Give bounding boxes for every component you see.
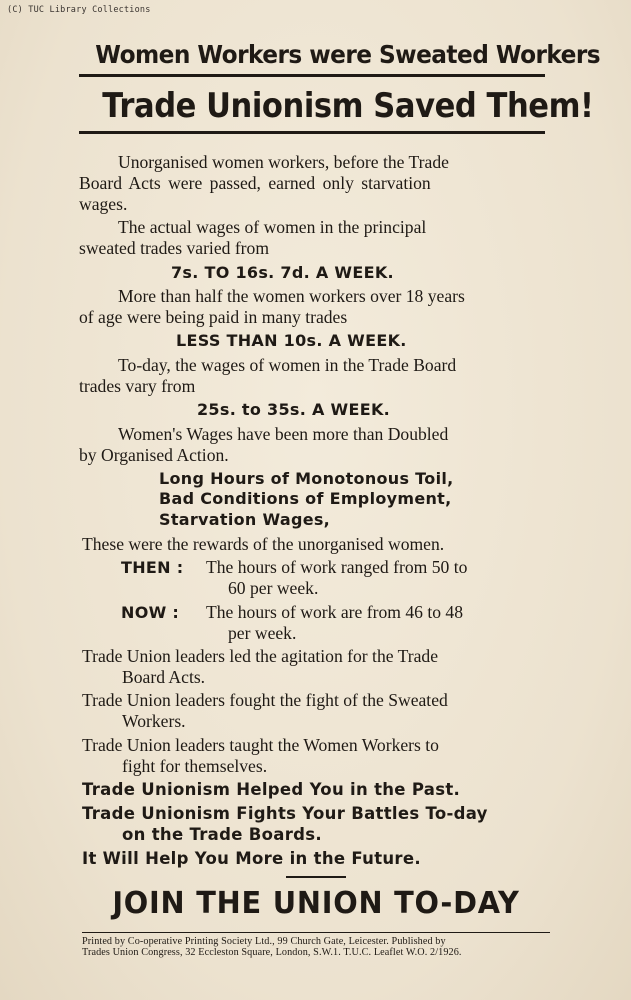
paragraph-line: The actual wages of women in the principal bbox=[118, 217, 427, 237]
printer-imprint bbox=[82, 936, 550, 958]
wage-figure-half: LESS THAN 10s. A WEEK. bbox=[176, 331, 407, 350]
copyright-watermark: (C) TUC Library Collections bbox=[7, 5, 151, 15]
paragraph-line: trades vary from bbox=[79, 376, 196, 396]
call-to-action: JOIN THE UNION TO-DAY bbox=[112, 886, 520, 921]
paragraph-line: Board Acts were passed, earned only starvation bbox=[79, 173, 431, 193]
slogan-future: It Will Help You More in the Future. bbox=[82, 849, 421, 868]
then-text: The hours of work ranged from 50 to bbox=[206, 557, 468, 577]
slogan-past: Trade Unionism Helped You in the Past. bbox=[82, 780, 461, 799]
imprint-line: Printed by Co-operative Printing Society Ltd., 99 Church Gate, Leicester. Published by bbox=[82, 936, 446, 947]
paragraph-line: To-day, the wages of women in the Trade Board bbox=[118, 355, 457, 375]
section-divider bbox=[286, 876, 346, 878]
hardship-list-item: Bad Conditions of Employment, bbox=[159, 489, 452, 508]
paragraph-line: wages. bbox=[79, 194, 128, 214]
now-label: NOW : bbox=[121, 603, 180, 622]
paragraph-line: Women's Wages have been more than Doubled bbox=[118, 424, 449, 444]
paragraph-line: More than half the women workers over 18 years bbox=[118, 286, 465, 306]
headline-top: Women Workers were Sweated Workers bbox=[95, 40, 601, 69]
paragraph-line: Trade Union leaders led the agitation for the Trade bbox=[82, 646, 439, 666]
imprint-line: Trades Union Congress, 32 Eccleston Square, London, S.W.1. T.U.C. Leaflet W.O. 2/1926. bbox=[82, 947, 462, 958]
paragraph-line: Trade Union leaders fought the fight of the Sweated bbox=[82, 690, 448, 710]
headline-main: Trade Unionism Saved Them! bbox=[102, 86, 594, 126]
paragraph-line: sweated trades varied from bbox=[79, 238, 270, 258]
slogan-today: on the Trade Boards. bbox=[122, 825, 322, 844]
wage-figure-today: 25s. to 35s. A WEEK. bbox=[197, 400, 391, 419]
then-label: THEN : bbox=[121, 558, 184, 577]
paragraph-line: These were the rewards of the unorganised women. bbox=[82, 534, 445, 554]
paragraph-line: Board Acts. bbox=[122, 667, 206, 687]
then-text: 60 per week. bbox=[228, 578, 319, 598]
hardship-list-item: Long Hours of Monotonous Toil, bbox=[159, 469, 454, 488]
wage-figure-before: 7s. TO 16s. 7d. A WEEK. bbox=[171, 263, 394, 282]
headline-rule-bottom bbox=[79, 131, 545, 134]
paragraph-line: of age were being paid in many trades bbox=[79, 307, 348, 327]
paragraph-line: fight for themselves. bbox=[122, 756, 268, 776]
headline-rule-top bbox=[79, 74, 545, 77]
slogan-today: Trade Unionism Fights Your Battles To-day bbox=[82, 804, 488, 823]
now-text: The hours of work are from 46 to 48 bbox=[206, 602, 463, 622]
paragraph-line: Trade Union leaders taught the Women Workers to bbox=[82, 735, 439, 755]
paragraph-line: Workers. bbox=[122, 711, 186, 731]
footer-rule bbox=[82, 932, 550, 933]
paragraph-line: by Organised Action. bbox=[79, 445, 229, 465]
paragraph-line: Unorganised women workers, before the Trade bbox=[118, 152, 449, 172]
hardship-list-item: Starvation Wages, bbox=[159, 510, 331, 529]
now-text: per week. bbox=[228, 623, 297, 643]
